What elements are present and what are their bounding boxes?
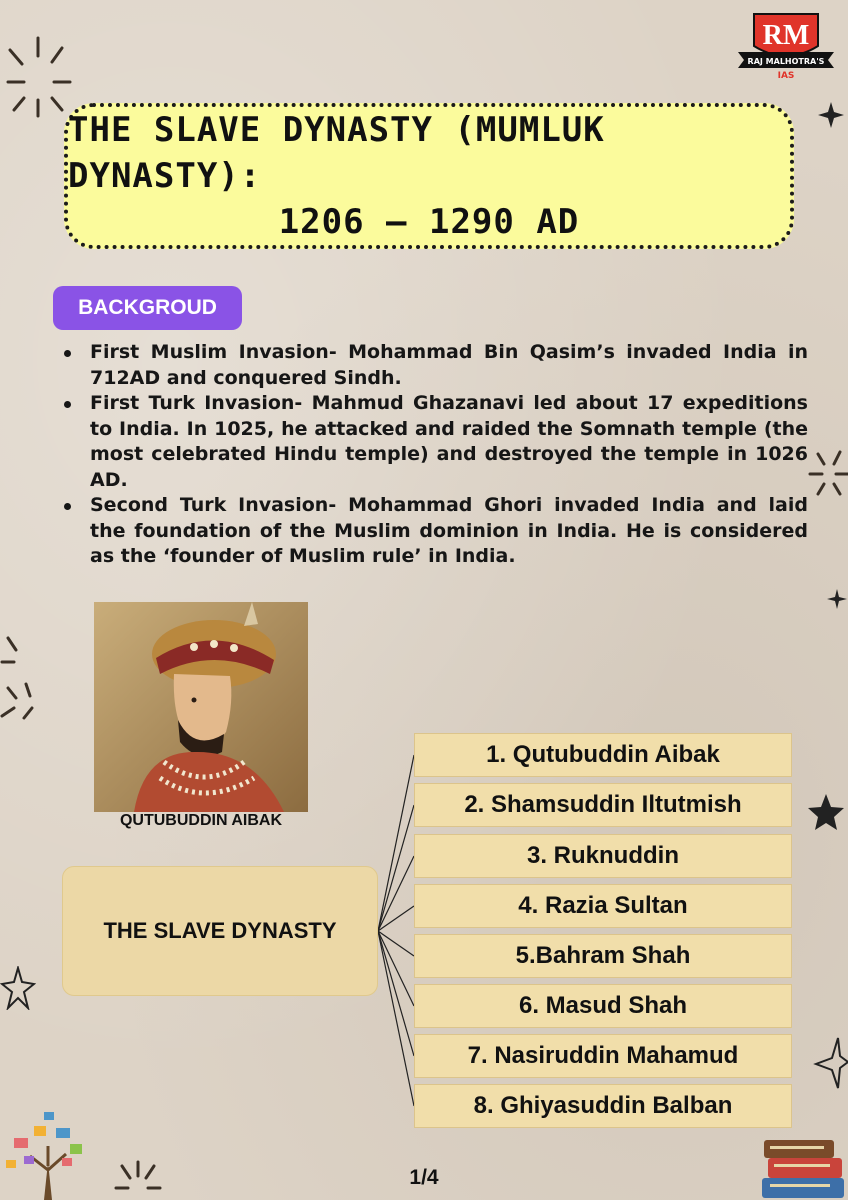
star-icon — [816, 100, 846, 130]
star-outline-icon — [810, 1034, 848, 1098]
page-title: THE SLAVE DYNASTY (MUMLUK DYNASTY): — [68, 110, 605, 196]
ruler-item: 1. Qutubuddin Aibak — [414, 733, 792, 777]
section-label-background: BACKGROUD — [53, 286, 242, 330]
logo-initials: RM — [762, 20, 810, 51]
dynasty-box: THE SLAVE DYNASTY — [62, 866, 378, 996]
ruler-item: 8. Ghiyasuddin Balban — [414, 1084, 792, 1128]
sparkle-burst-icon — [112, 1158, 162, 1200]
ruler-item: 3. Ruknuddin — [414, 834, 792, 878]
sparkle-burst-icon — [806, 448, 848, 500]
page-title-dates: 1206 – 1290 AD — [278, 202, 580, 242]
star-outline-icon — [0, 966, 36, 1010]
ruler-item: 7. Nasiruddin Mahamud — [414, 1034, 792, 1078]
portrait-caption: QUTUBUDDIN AIBAK — [119, 812, 283, 829]
ruler-item: 4. Razia Sultan — [414, 884, 792, 928]
star-icon — [806, 792, 846, 832]
list-item: First Turk Invasion- Mahmud Ghazanavi led about 17 expeditions to India. In 1025, he attacked and raided the Somnath temple (the most celebrated Hindu temple) and destroyed the temple in 1026 AD. — [60, 391, 808, 493]
book-tree-icon — [0, 1108, 96, 1200]
ruler-item: 2. Shamsuddin Iltutmish — [414, 783, 792, 827]
sparkle-burst-icon — [0, 30, 80, 120]
ruler-item: 5.Bahram Shah — [414, 934, 792, 978]
logo-tagline: RAJ MALHOTRA'S — [747, 57, 825, 66]
list-item: Second Turk Invasion- Mohammad Ghori invaded India and laid the foundation of the Muslim dominion in India. He is considered as the ‘founder of Muslim rule’ in India. — [60, 493, 808, 570]
sparkle-burst-icon — [0, 632, 44, 724]
star-icon — [826, 588, 848, 610]
ruler-item: 6. Masud Shah — [414, 984, 792, 1028]
logo-sub: IAS — [777, 71, 795, 80]
list-item: First Muslim Invasion- Mohammad Bin Qasim’s invaded India in 712AD and conquered Sindh. — [60, 340, 808, 391]
books-stack-icon — [758, 1132, 848, 1200]
page-number: 1/4 — [409, 1166, 439, 1189]
